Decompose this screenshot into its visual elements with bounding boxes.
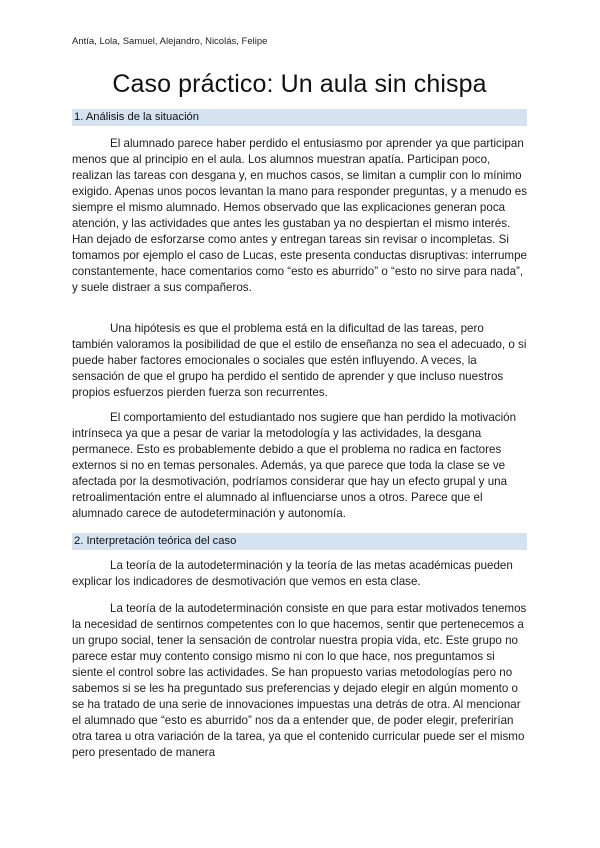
paragraph: El alumnado parece haber perdido el entusiasmo por aprender ya que participan menos que al principio en el aula. Los alumnos muestran apatía. Participan poco, realizan las tareas con desgana y, en muchos casos, se limitan a cumplir con lo mínimo exigido. Apenas unos pocos levantan la mano para responder preguntas, y a menudo es siempre el mismo alumnado. Hemos observado que las explicaciones generan poca atención, y las actividades que antes les gustaban ya no despiertan el mismo interés. Han dejado de esforzarse como antes y entregan tareas sin revisar o incompletas. Si tomamos por ejemplo el caso de Lucas, este presenta conductas disruptivas: interrumpe constantemente, hace comentarios como “esto es aburrido” o “esto no sirve para nada”, y suele distraer a sus compañeros. [72, 137, 528, 294]
paragraph: El comportamiento del estudiantado nos sugiere que han perdido la motivación intrínseca ya que a pesar de variar la metodología y las actividades, la desgana permanece. Esto es probablemente debido a que el problema no radica en factores externos si no en temas personales. Además, ya que parece que toda la clase se ve afectada por la desmotivación, podríamos considerar que hay un efecto grupal y una retroalimentación entre el alumnado al influenciarse unos a otros. Parece que el alumnado carece de autodeterminación y autonomía. [72, 411, 517, 520]
paragraph: La teoría de la autodeterminación y la teoría de las metas académicas pueden explicar los indicadores de desmotivación que vemos en esta clase. [72, 559, 513, 588]
page-title: Caso práctico: Un aula sin chispa [112, 70, 487, 98]
section-heading-theory: 2. Interpretación teórica del caso [72, 533, 527, 550]
paragraph: La teoría de la autodeterminación consiste en que para estar motivados tenemos la necesidad de sentirnos competentes con lo que hacemos, sentir que pertenecemos a un grupo social, tener la sensación de controlar nuestra propia vida, etc. Este grupo no parece estar muy contento consigo mismo ni con lo que hace, nos preguntamos si siente el control sobre las actividades. Se han propuesto varias metodologías pero no sabemos si se les ha preguntado sus preferencias y dejado elegir en algún momento o se ha tratado de una serie de innovaciones impuestas una detrás de otra. Al mencionar el alumnado que “esto es aburrido” nos da a entender que, de poder elegir, preferirían otra tarea u otra variación de la tarea, ya que el contenido curricular puede ser el mismo pero presentado de manera [72, 602, 527, 759]
section-heading-analysis: 1. Análisis de la situación [72, 109, 527, 126]
paragraph: Una hipótesis es que el problema está en la dificultad de las tareas, pero también valoramos la posibilidad de que el estilo de enseñanza no sea el adecuado, o si puede haber factores emocionales o sociales que estén influyendo. A veces, la sensación de que el grupo ha perdido el sentido de aprender y que incluso nuestros propios esfuerzos pierden fuerza son recurrentes. [72, 322, 527, 399]
author-list: Antía, Lola, Samuel, Alejandro, Nicolás, Felipe [72, 36, 268, 47]
